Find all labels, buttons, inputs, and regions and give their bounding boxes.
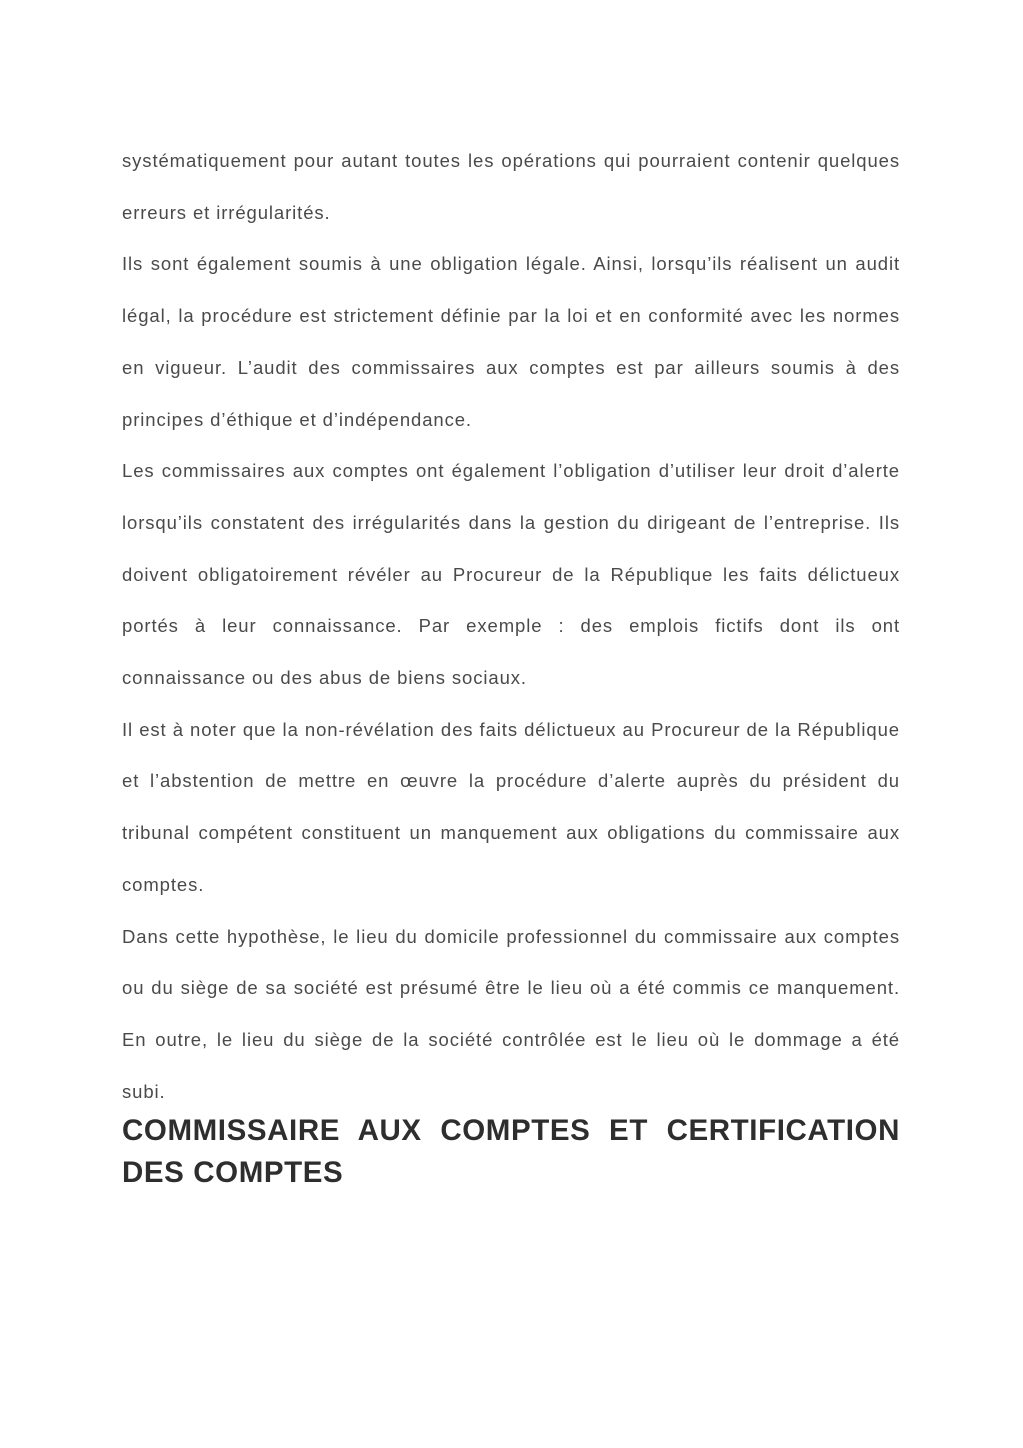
paragraph-5: Dans cette hypothèse, le lieu du domicile professionnel du commissaire aux comptes ou du siège de sa société est présumé être le lieu où a été commis ce manquement. En outre, le lieu du siège de la société contrôlée est le lieu où le dommage a été subi. <box>122 925 900 1102</box>
paragraph-3: Les commissaires aux comptes ont également l’obligation d’utiliser leur droit d’alerte lorsqu’ils constatent des irrégularités dans la gestion du dirigeant de l’entreprise. Ils doivent obligatoirement révéler au Procureur de la République les faits délictueux portés à leur connaissance. Par exemple : des emplois fictifs dont ils ont connaissance ou des abus de biens sociaux. <box>122 460 900 689</box>
document-body <box>122 135 900 1194</box>
section-heading: COMMISSAIRE AUX COMPTES ET CERTIFICATION DES COMPTES <box>122 1114 900 1190</box>
paragraph-4: Il est à noter que la non-révélation des faits délictueux au Procureur de la République et l’abstention de mettre en œuvre la procédure d’alerte auprès du président du tribunal compétent constituent un manquement aux obligations du commissaire aux comptes. <box>122 718 900 895</box>
paragraph-1: systématiquement pour autant toutes les opérations qui pourraient contenir quelques erreurs et irrégularités. <box>122 150 900 223</box>
paragraph-2: Ils sont également soumis à une obligation légale. Ainsi, lorsqu’ils réalisent un audit légal, la procédure est strictement définie par la loi et en conformité avec les normes en vigueur. L’audit des commissaires aux comptes est par ailleurs soumis à des principes d’éthique et d’indépendance. <box>122 253 900 430</box>
